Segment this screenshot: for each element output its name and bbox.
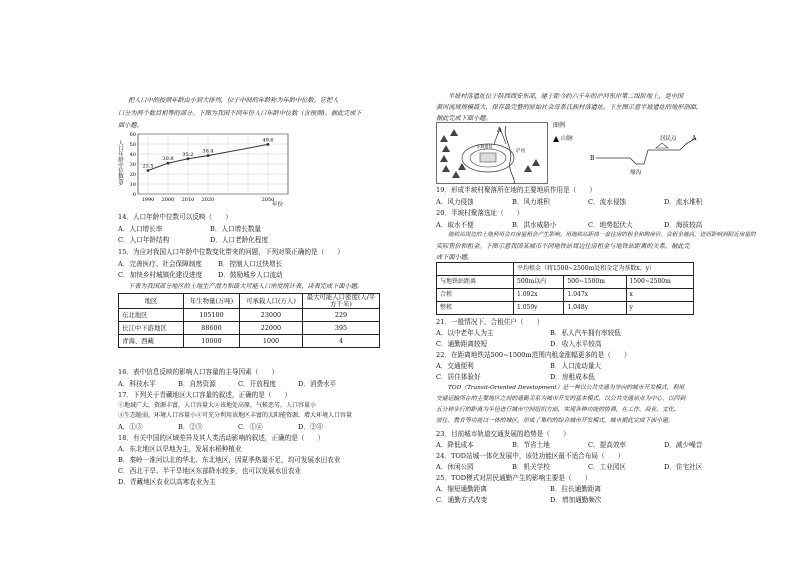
intro-text: 据此完成下面小题。 [436,115,492,122]
option-14d[interactable]: D．人口老龄化程度 [210,236,269,244]
table-cell: 1.048y [564,302,626,315]
option-23d[interactable]: D．减少噪音 [664,441,703,449]
x-tick-label: 2010 [181,197,195,203]
option-19b[interactable]: B．风力堆积 [512,198,550,206]
land-capacity-table [118,293,380,348]
option-25d[interactable]: D．增加通勤频次 [550,496,602,504]
option-14b[interactable]: B．人口增长数量 [210,225,262,233]
table-header: 最大可能人口密度(人/平方千米) [303,294,380,309]
intro-text: 地铁站周边的土地利用会对房屋租金产生影响。用地铁站距离一套住房的租金和购房价，会租金越高，进而影响到附近房屋的 [448,232,756,238]
option-24c[interactable]: C．工业园区 [588,463,627,471]
option-16b[interactable]: B．自然资源 [178,380,216,388]
option-17a[interactable]: A．①③ [118,423,143,431]
intro-text: 口分为两个数目相等的部分。下图为我国不同年份人口年龄中位数（含预测)。据此完成下 [118,110,362,117]
data-point [147,169,150,172]
question-15: 15．为应对我国人口年龄中位数变化带来的问题，下列对策正确的是（ ） [118,248,344,256]
data-point [167,162,170,165]
y-tick-label: 0 [132,191,136,198]
data-point [187,157,190,160]
data-label: 35.2 [182,151,194,158]
option-25b[interactable]: B．拉长通勤距离 [550,485,602,493]
table-cell: 4 [303,335,380,348]
option-17c[interactable]: C．①④ [238,423,263,431]
table-header: 与地铁站距离 [437,276,514,289]
option-23b[interactable]: B．节省土地 [512,441,550,449]
question-20: 20．半坡村聚落选址（ ） [436,209,524,217]
option-16d[interactable]: D．消费水平 [298,380,337,388]
x-tick-label: 2000 [161,197,175,203]
question-23: 23．目前城市轨道交通发展的趋势是（ ） [436,430,570,438]
option-21c[interactable]: C．通勤距离较短 [436,340,488,348]
rent-table [436,262,694,315]
table-cell: 22000 [239,322,302,335]
option-15c[interactable]: C．加快乡村城镇化建设进度 [118,271,203,279]
statement-17: ①地域广大，资源丰富，人口容量大②该地处高原，气候恶劣，人口容量小 [118,402,317,409]
table-cell: 长江中下游地区 [119,322,184,335]
question-22: 22．在距离地铁站500~1500m范围内租金涨幅更多的是（ ） [436,351,631,359]
legend-item: 山脉 [561,135,574,142]
option-18a[interactable]: A．东北地区以旱地为主，发展水稻种植业 [118,445,242,453]
table-cell [437,263,514,276]
table-cell: 1.092x [514,289,564,302]
question-14: 14．人口年龄中位数可以反映（ ） [118,213,232,221]
table-cell: 1.047x [564,289,626,302]
data-label: 38.4 [202,148,214,155]
option-16a[interactable]: A．科技水平 [118,380,156,388]
y-tick-label: 60 [129,131,136,138]
table-cell: 10000 [184,335,240,348]
table-row [119,309,380,322]
y-tick-label: 20 [129,171,136,178]
option-17d[interactable]: D．②④ [298,423,324,431]
table-row [119,322,380,335]
option-23a[interactable]: A．降低成本 [436,441,474,449]
table-header: 可承载人口(万人) [239,294,302,309]
site-label: 半坡遗址 [476,144,493,149]
table-header: 年生物量(万吨) [184,294,240,309]
table-cell: y [626,302,693,315]
option-25c[interactable]: C．通勤方式改变 [436,496,488,504]
option-15a[interactable]: A．完善医疗、社会保障制度 [118,260,202,268]
x-axis-label: 年份 [272,202,284,208]
point-a-label: A [497,127,502,134]
option-15b[interactable]: B．控制人口过快增长 [218,260,283,268]
option-22d[interactable]: D．房租成本低 [550,373,595,381]
option-14c[interactable]: C．人口年龄结构 [118,236,170,244]
option-18c[interactable]: C．西北干旱、半干旱地区东部降水较多，也可以发展水田农业 [118,467,302,475]
question-18: 18．有关中国的区域差异及其人类活动影响的叙述，正确的是（ ） [118,434,325,442]
option-19d[interactable]: D．流水堆积 [664,198,703,206]
table-header: 1500~2500m [626,276,693,289]
intro-text: 黄河流域规模最大，保存最完整的原始社会母系氏族村落遗址。下左图示意半坡遗址的地形剖面， [436,104,703,111]
point-a-label: A [692,135,697,142]
table-cell: 229 [303,309,380,322]
data-label: 30.8 [162,156,174,163]
table-header: 地区 [119,294,184,309]
table-header-row [437,276,694,289]
intro-text: 交通运输所在的主要地区之间的通勤关系为城市开发的基本模式，以公共交通站点为中心，以四到 [436,396,686,402]
option-20a[interactable]: A．取水不便 [436,221,474,229]
question-19: 19．形成半坡村聚落所在地的主要地质作用是（ ） [436,186,597,194]
x-tick-label: 1990 [141,197,155,203]
y-tick-label: 10 [129,181,136,188]
table-row [437,302,694,315]
table-row [119,335,380,348]
statement-17: ③生态脆弱，环境人口容量小④可充分利用该地区丰富的太阳能资源，增大环境人口容量 [118,412,353,419]
river-label: 浐河 [516,149,525,154]
table-cell: 东北地区 [119,309,184,322]
intro-text: 成下面小题。 [436,254,474,261]
option-16c[interactable]: C．开放程度 [238,380,277,388]
option-21b[interactable]: B．私人汽车拥有率较低 [550,329,621,337]
intro-text: 下表为我国部分地区的土地生产潜力和最大可能人口密度统计表，读表完成下面小题。 [128,283,364,290]
intro-text: 半坡村落遗址位于陕西西安东部，建于距今约六千年的浐河东岸第二级阶地上，是中国 [448,93,684,100]
option-20b[interactable]: B．洪水威胁小 [512,221,557,229]
option-24a[interactable]: A．休闲公园 [436,463,474,471]
option-25a[interactable]: A．缩短通勤距离 [436,485,487,493]
table-row [437,289,694,302]
option-21d[interactable]: D．收入水平较高 [550,340,602,348]
table-cell: 395 [303,322,380,335]
question-25: 25．TOD模式对居民通勤产生的影响主要是（ ） [436,474,592,482]
ditch-label: 壕沟 [630,170,642,176]
settlement-label: 居民点 [660,136,677,142]
intro-text: 居住、教育等功能以一体的城区，形成了集约的综合城市开发模式，城市据此完成下面小题。 [436,418,674,424]
question-16: 16．表中信息反映的影响人口容量的主导因素（ ） [118,368,279,376]
option-17b[interactable]: B．②③ [178,423,203,431]
table-cell: 青海、西藏 [119,335,184,348]
x-tick-label: 2050 [261,197,275,203]
option-15d[interactable]: D．鼓励城乡人口流动 [218,271,283,279]
option-22b[interactable]: B．人口流动量大 [550,362,602,370]
table-cell: 1.059y [514,302,564,315]
intro-text: 五分钟步行的距离为半径进行城市空间组织方面，实现各种功能的协调，在工作、商业、文化、 [436,407,680,413]
mountain-icon: ▲ [553,134,560,143]
option-24b[interactable]: B．机关学校 [512,463,550,471]
table-header: 平均租金（将1500~2500m处租金定为基数x、y） [514,263,694,276]
option-20d[interactable]: D．海拔较高 [664,221,703,229]
terrain-profile [590,132,700,176]
question-21: 21．一般情况下，合租住户（ ） [436,318,544,326]
table-cell: 88600 [184,322,240,335]
option-14a[interactable]: A．人口增长率 [118,225,163,233]
option-24d[interactable]: D．住宅社区 [664,463,703,471]
table-cell: 整租 [437,302,514,315]
x-tick-label: 2020 [201,197,215,203]
intro-text: 面小题。 [118,122,143,129]
intro-text: 把人口中的按照年龄由小到大排列，位于中间的年龄称为年龄中位数。它把人 [128,97,339,104]
intro-text: 实际售价和租金。下图示意我国某城市不同地铁站周边住房租金与地铁站距离的关系。据此完 [436,243,690,250]
option-18b[interactable]: B．秦岭一淮河以北的华北、东北地区，因夏季热量不足，均可发展水田农业 [118,456,341,464]
banpo-site-map [436,122,548,184]
question-24: 24．TOD站城一体化发展中，该处功能区最不适合布局（ ） [436,452,625,460]
intro-text: TOD（Transit-Oriented Development）是一种以公共交通为导向的城市开发模式，利用 [448,385,685,391]
option-22a[interactable]: A．交通便利 [436,362,474,370]
table-cell: 105100 [184,309,240,322]
option-19a[interactable]: A．风力侵蚀 [436,198,474,206]
question-17: 17．下列关于青藏地区人口容量的叙述，正确的是（ ） [118,391,292,399]
data-label: 23.5 [142,163,154,170]
option-23c[interactable]: C．提高效率 [588,441,627,449]
table-cell: x [626,289,693,302]
table-cell: 合租 [437,289,514,302]
data-label: 49.6 [262,137,274,144]
y-axis-label: 人口年龄中位数/岁 [117,140,123,186]
option-18d[interactable]: D．青藏地区农业以高寒农业为主 [118,478,216,486]
table-header-row [119,294,380,309]
table-header: 500m以内 [514,276,564,289]
y-tick-label: 40 [129,151,136,158]
data-point [207,154,210,157]
table-cell: 23000 [239,309,302,322]
table-header: 500~1500m [564,276,626,289]
y-tick-label: 30 [129,161,136,168]
point-b-label: B [590,155,595,162]
legend-title: 图例 [553,122,566,129]
option-19c[interactable]: C．流水侵蚀 [588,198,627,206]
data-point [267,143,270,146]
age-median-line-chart [114,130,294,212]
option-20c[interactable]: C．地势起伏大 [588,221,633,229]
table-cell: 1000 [239,335,302,348]
option-22c[interactable]: C．居住体验好 [436,373,481,381]
y-tick-label: 50 [129,141,136,148]
option-21a[interactable]: A．以中老年人为主 [436,329,494,337]
